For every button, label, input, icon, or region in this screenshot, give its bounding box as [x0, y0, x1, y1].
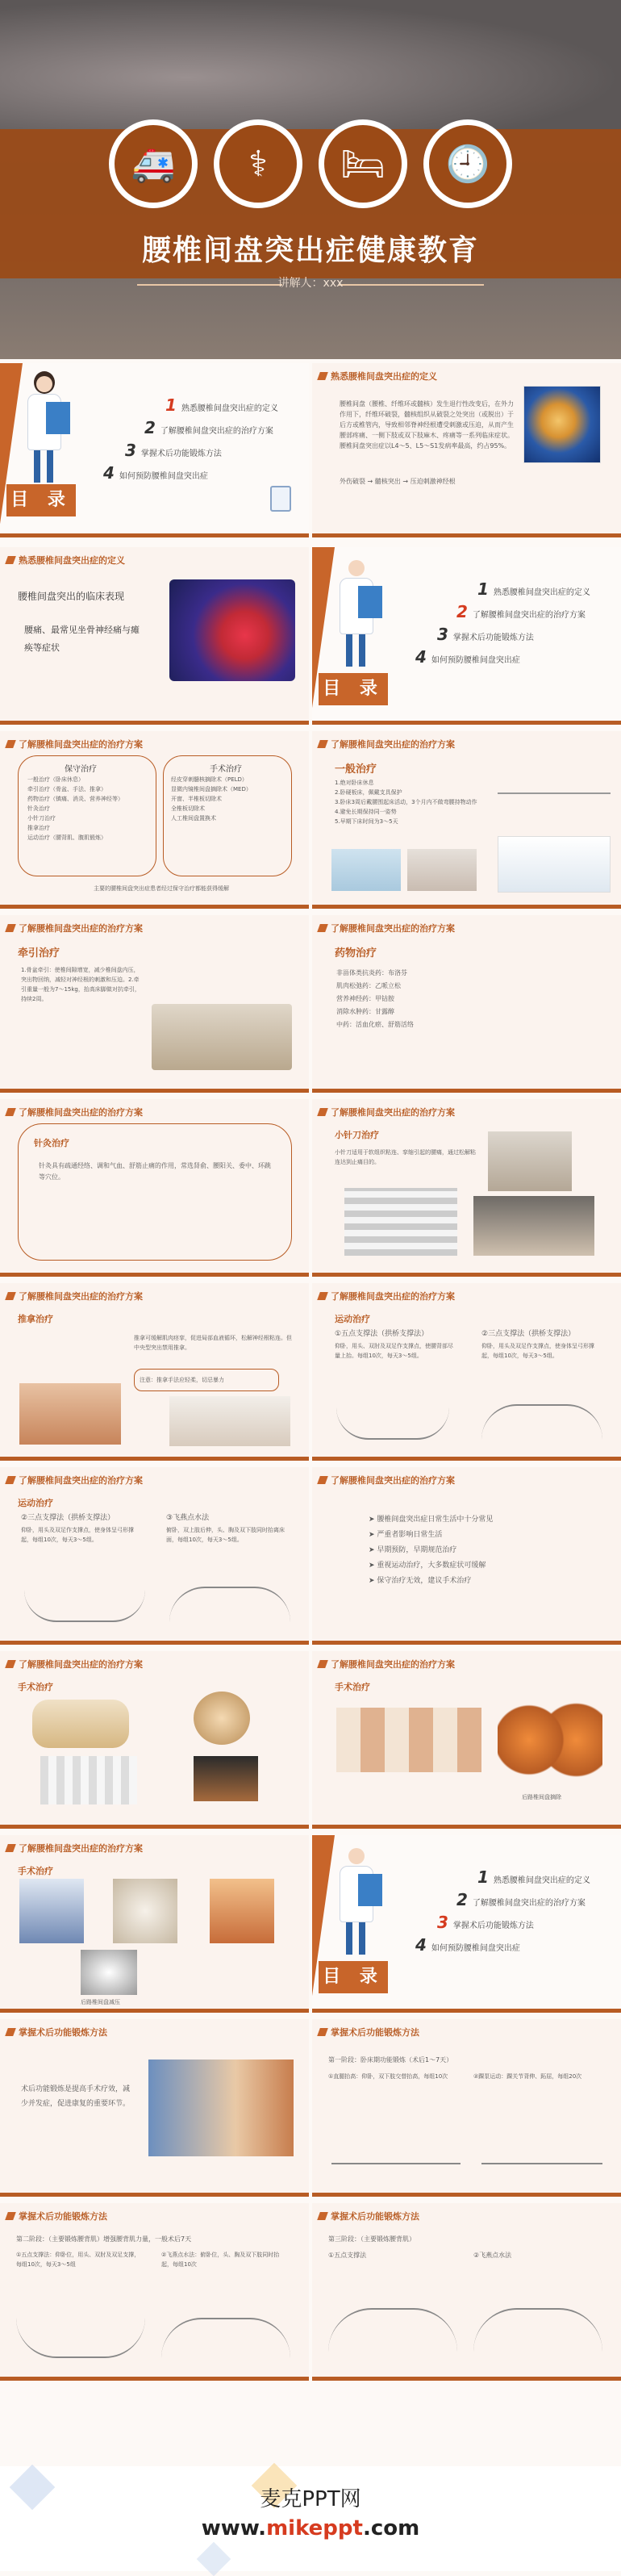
- slide-definition: [312, 363, 621, 537]
- prevent-list: [369, 1512, 594, 1589]
- toc-item[interactable]: 2 了解腰椎间盘突出症的治疗方案: [144, 418, 273, 437]
- slide-rehab-3: [312, 2203, 621, 2381]
- prevent-item: ➤ 重视运动治疗，大多数症状可缓解: [369, 1562, 486, 1570]
- three-point-title: ②三点支撑法（拱桥支撑法）: [481, 1330, 576, 1338]
- slide-title: 掌握术后功能锻炼方法: [319, 2026, 419, 2039]
- slide-rehab-1: [312, 2019, 621, 2197]
- slide-surgery: [0, 1651, 309, 1829]
- slide-acupuncture: [0, 1099, 309, 1277]
- cover-slide: [0, 0, 621, 359]
- toc-list: [415, 1867, 615, 1958]
- exercise-title: 运动治疗: [18, 1498, 53, 1508]
- slide-title: 了解腰椎间盘突出症的治疗方案: [319, 738, 455, 751]
- traction-text: 1.骨盆牵引：使椎间隙增宽，减少椎间盘内压，突出物回纳，减轻对神经根的刺激和压迫。2.牵引重量一般为7～15kg，抬高床脚做对抗牵引，持续2周。: [21, 967, 140, 1002]
- massage-photo-1: [19, 1383, 121, 1445]
- rehab-intro: 术后功能锻炼是提高手术疗效，减少并发症，促进康复的重要环节。: [21, 2085, 131, 2108]
- phase1-item-1: ①直腿抬高：仰卧，双下肢交替抬高，每组10次: [328, 2073, 448, 2080]
- acupuncture-title: 针灸治疗: [34, 1138, 69, 1148]
- slide-title: 掌握术后功能锻炼方法: [6, 2026, 107, 2039]
- phase3-a: ①五点支撑法: [328, 2252, 367, 2259]
- arch-illustration: [481, 1404, 602, 1440]
- spine-diagram: [344, 1188, 457, 1256]
- phase1-title: 第一阶段：卧床期功能锻炼（术后1～7天）: [328, 2056, 453, 2064]
- toc-label: 目 录: [319, 1961, 388, 1993]
- massage-text: 推拿可缓解肌肉痉挛，促进局部血液循环，松解神经根粘连。但中央型突出禁用推拿。: [134, 1335, 292, 1351]
- bed-photo: [331, 849, 401, 891]
- slide-surgery-2: [312, 1651, 621, 1829]
- phase2-b: ②飞燕点水法：俯卧位，头、胸及双下肢同时抬起，每组10次: [161, 2252, 280, 2268]
- toc-item[interactable]: 2 了解腰椎间盘突出症的治疗方案: [456, 1890, 586, 1909]
- bridge-illustration: [328, 2308, 457, 2352]
- surgery-diagram-1: [336, 1708, 481, 1772]
- massage-photo-2: [169, 1396, 290, 1446]
- slide-needle-knife: [312, 1099, 621, 1277]
- toc-item[interactable]: 4 如何预防腰椎间盘突出症: [415, 647, 520, 667]
- slide-title: 了解腰椎间盘突出症的治疗方案: [319, 1658, 455, 1671]
- cover-bg-photo: [0, 0, 621, 129]
- slide-prevent: [312, 1467, 621, 1645]
- conservative-title: 保守治疗: [65, 765, 97, 774]
- patient-bed-icon: 🛏: [324, 125, 402, 203]
- conservative-list: 一般治疗（卧床休息） 牵引治疗（骨盆、手法、推拿） 药物治疗（镇痛、消炎、营养神经等） 针灸治疗 小针刀治疗 推拿治疗 运动治疗（腰背肌、腹肌锻炼）: [27, 776, 123, 841]
- leg-raise-illustration: [331, 2124, 461, 2164]
- three-point-desc: 仰卧，用头及双足作支撑点，使身体呈弓形撑起，每组10次，每天3～5组。: [481, 1343, 594, 1359]
- slide-title: 掌握术后功能锻炼方法: [319, 2210, 419, 2223]
- toc-label: 目 录: [6, 484, 76, 516]
- surgery-list: 经皮穿刺髓核摘除术（PELD） 显微内镜椎间盘摘除术（MED） 开窗、半椎板切除术 全椎板切除术 人工椎间盘置换术: [171, 776, 252, 822]
- slide-title: 熟悉腰椎间盘突出症的定义: [319, 370, 437, 383]
- slide-rehab-intro: [0, 2019, 309, 2197]
- bridge-illustration: [24, 1587, 145, 1622]
- slide-toc-3: [312, 1835, 621, 2013]
- massage-title: 推拿治疗: [18, 1314, 53, 1324]
- general-list: 1.绝对卧床休息 2.卧硬板床，佩戴支具保护 3.卧床3周后戴腰围起床活动，3个月内不做弯腰持物动作 4.避免长期保持同一姿势 5.早期下床时间为3～5天: [335, 780, 477, 825]
- slide-toc: [0, 363, 309, 537]
- clinical-text: 腰痛、最常见坐骨神经痛与瘫痪等症状: [24, 625, 140, 653]
- three-point-title: ②三点支撑法（拱桥支撑法）: [21, 1514, 115, 1522]
- five-point-title: ①五点支撑法（拱桥支撑法）: [335, 1330, 429, 1338]
- lying-illustration: [498, 762, 611, 794]
- doctor-illustration: [19, 366, 68, 487]
- toc-item[interactable]: 3 掌握术后功能锻炼方法: [125, 441, 222, 460]
- slide-traction: [0, 915, 309, 1093]
- toc-item[interactable]: 1 熟悉腰椎间盘突出症的定义: [477, 579, 590, 599]
- slide-massage: [0, 1283, 309, 1461]
- spine-xray: [19, 1879, 84, 1943]
- ankle-pump-illustration: [481, 2124, 602, 2164]
- slide-title: 了解腰椎间盘突出症的治疗方案: [6, 1474, 143, 1487]
- toc-item[interactable]: 4 如何预防腰椎间盘突出症: [415, 1935, 520, 1955]
- slide-drug: [312, 915, 621, 1093]
- prevent-item: ➤ 严重者影响日常生活: [369, 1531, 443, 1539]
- cover-icon-circle: [319, 119, 407, 208]
- traction-title: 牵引治疗: [18, 947, 60, 960]
- slide-title: 了解腰椎间盘突出症的治疗方案: [6, 922, 143, 935]
- toc-list: [415, 579, 615, 670]
- surgery-title: 手术治疗: [335, 1682, 370, 1692]
- spine-diagram: [40, 1756, 137, 1804]
- slide-title: 了解腰椎间盘突出症的治疗方案: [319, 922, 455, 935]
- traction-photo: [152, 1004, 292, 1070]
- bridge-illustration: [336, 1404, 449, 1440]
- presenter: 讲解人：xxx: [277, 277, 344, 290]
- swallow-illustration: [169, 1587, 290, 1622]
- slide-title: 掌握术后功能锻炼方法: [6, 2210, 107, 2223]
- toc-item[interactable]: 3 掌握术后功能锻炼方法: [437, 1913, 534, 1932]
- vertebra-image: [113, 1879, 177, 1943]
- needle-photo: [488, 1131, 572, 1191]
- exercise-title: 运动治疗: [335, 1314, 370, 1324]
- rehab-photo: [148, 2060, 294, 2156]
- slide-title: 了解腰椎间盘突出症的治疗方案: [6, 1290, 143, 1303]
- massage-warning: 注意：推拿手法应轻柔，切忌暴力: [134, 1369, 279, 1391]
- plan-note: 主要的腰椎间盘突出症患者经过保守治疗都能获得缓解: [94, 885, 229, 892]
- ambulance-icon: 🚑: [115, 125, 192, 203]
- slide-plan: [0, 731, 309, 909]
- back-pain-image: [169, 579, 295, 681]
- surgery-title: 手术治疗: [18, 1682, 53, 1692]
- slide-title: 了解腰椎间盘突出症的治疗方案: [6, 1842, 143, 1855]
- toc-item[interactable]: 3 掌握术后功能锻炼方法: [437, 625, 534, 644]
- brand-name: 麦克PPT网: [260, 2487, 361, 2511]
- general-title: 一般治疗: [335, 763, 377, 776]
- swallow-illustration: [161, 2318, 290, 2358]
- vertebra-image-2: [81, 1950, 137, 1995]
- doctor-icon: ⚕: [219, 125, 297, 203]
- surgery-title: 手术治疗: [18, 1866, 53, 1876]
- drug-title: 药物治疗: [335, 947, 377, 960]
- phase1-item-2: ②踝泵运动：踝关节背伸、跖屈，每组20次: [473, 2073, 582, 2080]
- cover-icon-circle: [423, 119, 512, 208]
- cover-icon-circle: [214, 119, 302, 208]
- definition-factors: 外伤破裂 → 髓核突出 → 压迫刺激神经根: [340, 478, 456, 485]
- slide-general: [312, 731, 621, 909]
- drug-list: 非甾体类抗炎药：布洛芬 肌肉松弛药：乙哌立松 营养神经药：甲钴胺 消除水肿药：甘露醇 中药：活血化瘀、舒筋活络: [336, 969, 414, 1028]
- slide-title: 了解腰椎间盘突出症的治疗方案: [319, 1106, 455, 1119]
- prevent-item: ➤ 保守治疗无效，建议手术治疗: [369, 1577, 472, 1585]
- toc-item[interactable]: 1 熟悉腰椎间盘突出症的定义: [165, 395, 278, 415]
- slide-rehab-2: [0, 2203, 309, 2381]
- spine-image-2: [210, 1879, 274, 1943]
- brace-photo: [407, 849, 477, 891]
- slide-title: 熟悉腰椎间盘突出症的定义: [6, 554, 125, 567]
- prevent-item: ➤ 早期预防，早期规范治疗: [369, 1546, 457, 1554]
- doctor-illustration: [331, 550, 380, 671]
- disc-image: [194, 1692, 250, 1745]
- swallow-illustration: [473, 2308, 602, 2352]
- surgery-caption-2: 后路椎间盘减压: [81, 1999, 120, 2005]
- slide-title: 了解腰椎间盘突出症的治疗方案: [6, 738, 143, 751]
- brand-url[interactable]: www.mikeppt.com: [201, 2516, 420, 2540]
- toc-item[interactable]: 2 了解腰椎间盘突出症的治疗方案: [456, 602, 586, 621]
- slide-title: 了解腰椎间盘突出症的治疗方案: [6, 1658, 143, 1671]
- five-point-desc: 仰卧，用头、双肘及双足作支撑点，使腰背部尽量上抬。每组10次，每天3～5组。: [335, 1343, 453, 1359]
- spine-image: [523, 386, 601, 463]
- slide-title: 了解腰椎间盘突出症的治疗方案: [319, 1290, 455, 1303]
- toc-list: [103, 395, 302, 486]
- toc-item[interactable]: 1 熟悉腰椎间盘突出症的定义: [477, 1867, 590, 1887]
- surgery-diagram-2: [498, 1700, 602, 1780]
- cover-title: 腰椎间盘突出症健康教育: [141, 234, 479, 267]
- needle-knife-title: 小针刀治疗: [335, 1130, 379, 1140]
- spine-model: [32, 1700, 129, 1748]
- surgery-caption: 后路椎间盘摘除: [522, 1794, 561, 1800]
- clock-icon: 🕘: [429, 125, 506, 203]
- cover-icon-circle: [109, 119, 198, 208]
- toc-item[interactable]: 4 如何预防腰椎间盘突出症: [103, 463, 208, 483]
- bridge-illustration: [16, 2318, 145, 2358]
- surgery-title: 手术治疗: [210, 765, 242, 774]
- bed-illustration: [498, 836, 611, 893]
- toc-label: 目 录: [319, 673, 388, 705]
- swallow-title: ③飞燕点水法: [166, 1514, 210, 1522]
- slide-toc-2: [312, 547, 621, 725]
- slide-exercise-2: [0, 1467, 309, 1645]
- slide-exercise: [312, 1283, 621, 1461]
- endoscope-photo: [194, 1756, 258, 1801]
- treatment-photo: [473, 1196, 594, 1256]
- acupuncture-text: 针灸具有疏通经络、调和气血、舒筋止痛的作用，常选肾俞、腰阳关、委中、环跳等穴位。: [39, 1162, 271, 1181]
- needle-knife-text: 小针刀适用于软组织粘连、挛缩引起的腰痛，通过松解粘连达到止痛目的。: [335, 1149, 476, 1165]
- prevent-item: ➤ 腰椎间盘突出症日常生活中十分常见: [369, 1516, 494, 1524]
- phase3-b: ②飞燕点水法: [473, 2252, 512, 2259]
- three-point-desc: 仰卧，用头及双足作支撑点，使身体呈弓形撑起，每组10次，每天3～5组。: [21, 1527, 134, 1543]
- slide-surgery-3: [0, 1835, 309, 2013]
- slide-title: 了解腰椎间盘突出症的治疗方案: [6, 1106, 143, 1119]
- phase2-title: 第二阶段：（主要锻炼腰背肌）增强腰背肌力量，一般术后7天: [16, 2235, 192, 2243]
- phase3-title: 第三阶段：（主要锻炼腰背肌）: [328, 2235, 415, 2243]
- clipboard-icon: [270, 486, 291, 512]
- definition-text: 腰椎间盘（腰椎、纤维环或髓核）发生退行性改变后，在外力作用下，纤维环破裂，髓核组织从破裂之处突出（或脱出）于后方或椎管内，导致相邻脊神经根遭受刺激或压迫，从而产生腰部疼痛、一侧下肢或双下肢麻木、疼痛等一系列临床症状。腰椎间盘突出症以L4～5、L5～S1发病率最高，约占95%。: [340, 400, 514, 450]
- clinical-heading: 腰椎间盘突出的临床表现: [18, 591, 125, 602]
- slide-clinical: [0, 547, 309, 725]
- slide-title: 了解腰椎间盘突出症的治疗方案: [319, 1474, 455, 1487]
- doctor-illustration: [331, 1838, 380, 1959]
- phase2-a: ①五点支撑法：仰卧位，用头、双肘及双足支撑，每组10次，每天3～5组: [16, 2252, 140, 2268]
- swallow-desc: 俯卧，双上肢后伸，头、胸及双下肢同时抬离床面，每组10次，每天3～5组。: [166, 1527, 285, 1543]
